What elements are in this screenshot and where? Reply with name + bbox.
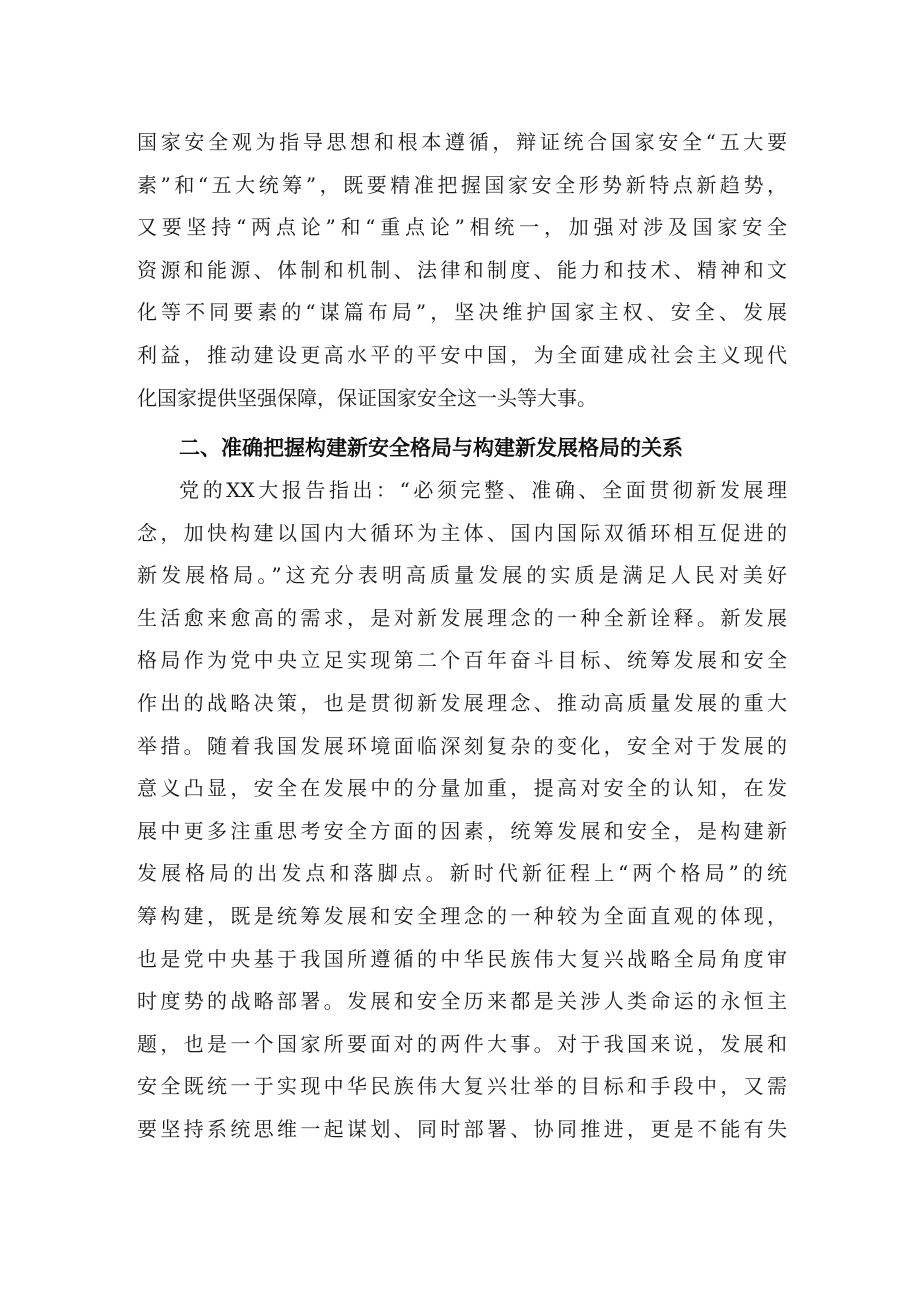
paragraph-2-line-6: 作出的战略决策，也是贯彻新发展理念、推动高质量发展的重大 (137, 690, 787, 715)
paragraph-1-line-5: 化等不同要素的“谋篇布局”，坚决维护国家主权、安全、发展 (137, 300, 787, 325)
paragraph-1 (137, 121, 787, 419)
paragraph-2-line-15: 安全既统一于实现中华民族伟大复兴壮举的目标和手段中，又需 (137, 1074, 787, 1099)
paragraph-2-line-14: 题，也是一个国家所要面对的两件大事。对于我国来说，发展和 (137, 1031, 787, 1056)
paragraph-1-line-2: 素”和“五大统筹”，既要精准把握国家安全形势新特点新趋势， (137, 172, 787, 197)
paragraph-2-line-8: 意义凸显，安全在发展中的分量加重，提高对安全的认知，在发 (137, 776, 787, 801)
paragraph-2-line-1: 党的XX大报告指出：“必须完整、准确、全面贯彻新发展理 (179, 478, 787, 502)
paragraph-2-line-3: 新发展格局。”这充分表明高质量发展的实质是满足人民对美好 (137, 563, 787, 588)
paragraph-1-line-1: 国家安全观为指导思想和根本遵循，辩证统合国家安全“五大要 (137, 130, 787, 154)
paragraph-2-line-9: 展中更多注重思考安全方面的因素，统筹发展和安全，是构建新 (137, 818, 787, 843)
paragraph-2-line-11: 筹构建，既是统筹发展和安全理念的一种较为全面直观的体现， (137, 903, 787, 928)
paragraph-2-line-13: 时度势的战略部署。发展和安全历来都是关涉人类命运的永恒主 (137, 989, 787, 1014)
paragraph-1-line-4: 资源和能源、体制和机制、法律和制度、能力和技术、精神和文 (137, 257, 787, 282)
paragraph-1-line-6: 利益，推动建设更高水平的平安中国，为全面建成社会主义现代 (137, 342, 787, 367)
paragraph-2-line-7: 举措。随着我国发展环境面临深刻复杂的变化，安全对于发展的 (137, 733, 787, 758)
paragraph-1-line-3: 又要坚持“两点论”和“重点论”相统一，加强对涉及国家安全 (137, 215, 787, 240)
paragraph-2 (137, 469, 787, 1151)
paragraph-2-line-12: 也是党中央基于我国所遵循的中华民族伟大复兴战略全局角度审 (137, 946, 787, 971)
paragraph-2-line-10: 发展格局的出发点和落脚点。新时代新征程上“两个格局”的统 (137, 861, 787, 886)
paragraph-2-line-16: 要坚持系统思维一起谋划、同时部署、协同推进，更是不能有失 (137, 1116, 787, 1141)
paragraph-2-line-5: 格局作为党中央立足实现第二个百年奋斗目标、统筹发展和安全 (137, 648, 787, 673)
section-heading: 二、准确把握构建新安全格局与构建新发展格局的关系 (179, 436, 683, 460)
paragraph-2-line-4: 生活愈来愈高的需求，是对新发展理念的一种全新诠释。新发展 (137, 605, 787, 630)
paragraph-2-line-2: 念，加快构建以国内大循环为主体、国内国际双循环相互促进的 (137, 520, 787, 545)
paragraph-1-line-7: 化国家提供坚强保障，保证国家安全这一头等大事。 (137, 385, 597, 410)
